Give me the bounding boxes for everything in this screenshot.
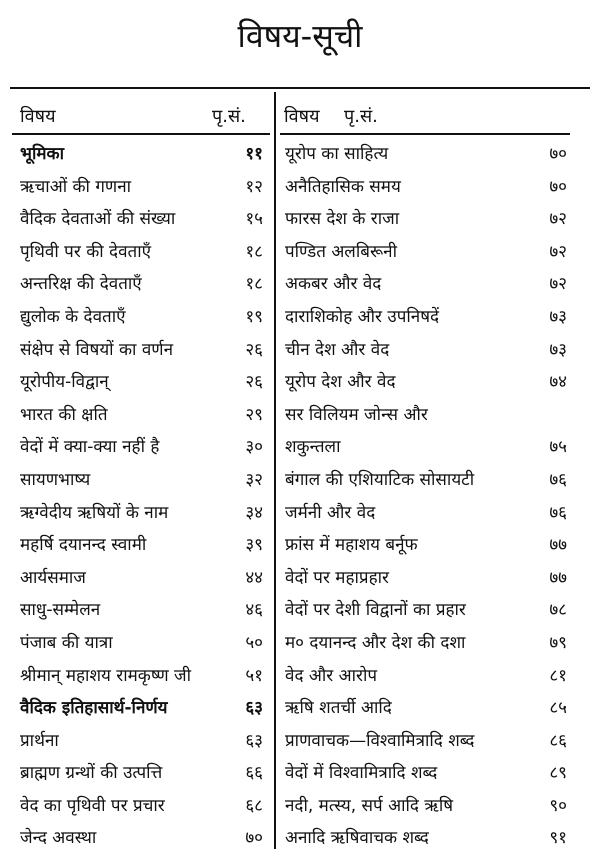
toc-entry-title: यूरोप का साहित्य — [285, 144, 389, 164]
toc-entry-page: ७० — [549, 176, 567, 197]
toc-entry-page: १९ — [245, 306, 263, 327]
toc-entry — [285, 268, 567, 301]
toc-entry-page: ६३ — [245, 730, 263, 751]
toc-entry-title: संक्षेप से विषयों का वर्णन — [20, 339, 174, 360]
toc-entry — [20, 822, 263, 855]
toc-entry-page: ३४ — [245, 502, 263, 523]
toc-entry-title: वेदों पर महाप्रहार — [285, 567, 389, 588]
toc-entry — [20, 203, 263, 236]
toc-entry-title: भारत की क्षति — [20, 404, 108, 425]
toc-entry-page: ६६ — [245, 763, 263, 784]
toc-entry-title: पंजाब की यात्रा — [20, 632, 113, 653]
page-title: विषय-सूची — [237, 17, 363, 55]
toc-entry-page: ७२ — [549, 241, 567, 262]
toc-entry-title: शकुन्तला — [285, 437, 341, 458]
toc-entry — [285, 431, 567, 464]
toc-entry-title: म० दयानन्द और देश की दशा — [285, 632, 466, 653]
toc-entry — [285, 627, 567, 660]
toc-entry-title: फ्रांस में महाशय बर्नूफ — [285, 535, 418, 556]
toc-entry — [20, 497, 263, 530]
toc-entry-title: सर विलियम जोन्स और — [285, 404, 428, 425]
toc-entry-page: २६ — [245, 339, 263, 360]
toc-entry — [285, 529, 567, 562]
toc-entry-page: २९ — [245, 404, 263, 425]
toc-entry — [285, 366, 567, 399]
toc-entry — [285, 757, 567, 790]
toc-entry — [20, 171, 263, 204]
toc-entry-page: ५० — [245, 632, 263, 653]
toc-entry-title: पण्डित अलबिरूनी — [285, 241, 397, 262]
toc-entry-title: यूरोप देश और वेद — [285, 372, 396, 393]
toc-entry-title: पृथिवी पर की देवताएँ — [20, 241, 152, 262]
toc-entry-page: ११ — [245, 144, 263, 164]
toc-entry — [285, 660, 567, 693]
toc-entry-title: वैदिक इतिहासार्थ-निर्णय — [20, 698, 168, 719]
toc-entry — [20, 268, 263, 301]
toc-entry-page: ४६ — [245, 600, 263, 621]
toc-entry-page: ७८ — [549, 600, 567, 621]
toc-entry-title: वेद और आरोप — [285, 665, 378, 686]
toc-entry-title: महर्षि दयानन्द स्वामी — [20, 535, 147, 556]
toc-entry-page: ९० — [549, 795, 567, 816]
toc-entry — [20, 464, 263, 497]
toc-entry-title: वेदों में विश्वामित्रादि शब्द — [285, 763, 438, 784]
toc-entry-title: अनादि ऋषिवाचक शब्द — [285, 828, 429, 849]
right-header-page: पृ.सं. — [344, 106, 378, 127]
toc-entry-page: ७७ — [549, 535, 567, 556]
toc-entry-page: ५१ — [245, 665, 263, 686]
toc-entry-page: ६३ — [245, 698, 263, 719]
toc-entry-title: ब्राह्मण ग्रन्थों की उत्पत्ति — [20, 763, 163, 784]
toc-entry — [20, 529, 263, 562]
toc-entry-title: यूरोपीय-विद्वान् — [20, 372, 109, 393]
right-header-subject: विषय — [284, 106, 320, 127]
toc-entry-title: ऋषि शतर्ची आदि — [285, 698, 392, 719]
toc-entry-page: ८६ — [549, 730, 567, 751]
toc-entry-page: ७९ — [549, 632, 567, 653]
left-header-subject: विषय — [20, 106, 56, 127]
toc-entry — [20, 660, 263, 693]
toc-entry — [20, 236, 263, 269]
toc-entry-page: ९१ — [549, 828, 567, 849]
toc-entry — [285, 236, 567, 269]
toc-entry-title: प्राणवाचक—विश्वामित्रादि शब्द — [285, 730, 475, 751]
toc-entry — [285, 171, 567, 204]
toc-entry — [285, 822, 567, 855]
toc-entry-title: जेन्द अवस्था — [20, 828, 97, 849]
toc-entry-title: वेद का पृथिवी पर प्रचार — [20, 795, 165, 816]
toc-entry — [285, 497, 567, 530]
toc-entry — [285, 692, 567, 725]
toc-entry-page: ८९ — [549, 763, 567, 784]
toc-entry — [20, 692, 263, 725]
toc-entry-title: वेदों में क्या-क्या नहीं है — [20, 437, 160, 458]
toc-entry-title: बंगाल की एशियाटिक सोसायटी — [285, 469, 475, 490]
toc-entry — [285, 334, 567, 367]
toc-entry-title: प्रार्थना — [20, 730, 59, 751]
toc-entry — [285, 399, 567, 432]
toc-entry-page: ३२ — [245, 469, 263, 490]
left-header-rule — [12, 133, 270, 135]
toc-entry-page: २६ — [245, 372, 263, 393]
toc-entry-title: भूमिका — [20, 144, 64, 164]
column-divider — [274, 92, 276, 849]
toc-entry-title: जर्मनी और वेद — [285, 502, 376, 523]
toc-entry-page: ४४ — [245, 567, 263, 588]
toc-entry — [20, 757, 263, 790]
toc-entry-title: नदी, मत्स्य, सर्प आदि ऋषि — [285, 795, 454, 816]
toc-entry-page: ७६ — [549, 469, 567, 490]
toc-entry-page: ८५ — [549, 698, 567, 719]
toc-entry — [285, 464, 567, 497]
toc-entry-title: द्युलोक के देवताएँ — [20, 306, 126, 327]
toc-entry-page: १२ — [245, 176, 263, 197]
toc-entry-page: १५ — [245, 209, 263, 230]
toc-entry — [20, 725, 263, 758]
toc-entry-page: ७३ — [549, 306, 567, 327]
left-toc-column — [20, 138, 263, 855]
toc-entry-title: आर्यसमाज — [20, 567, 86, 588]
toc-entry — [285, 594, 567, 627]
toc-entry-title: दाराशिकोह और उपनिषदें — [285, 306, 440, 327]
toc-entry-page: ७५ — [549, 437, 567, 458]
toc-entry-title: साधु-सम्मेलन — [20, 600, 101, 621]
toc-entry — [20, 366, 263, 399]
title-rule — [10, 87, 590, 89]
toc-entry-page: ३९ — [245, 535, 263, 556]
toc-entry — [20, 399, 263, 432]
toc-entry — [285, 138, 567, 171]
toc-entry-title: ऋग्वेदीय ऋषियों के नाम — [20, 502, 169, 523]
toc-entry — [285, 790, 567, 823]
toc-entry — [20, 594, 263, 627]
toc-entry-title: फारस देश के राजा — [285, 209, 400, 230]
toc-entry-title: श्रीमान् महाशय रामकृष्ण जी — [20, 665, 192, 686]
toc-entry — [285, 203, 567, 236]
toc-entry-page: १८ — [245, 274, 263, 295]
left-header-page: पृ.सं. — [212, 106, 246, 127]
toc-entry-title: अनैतिहासिक समय — [285, 176, 401, 197]
toc-entry — [20, 431, 263, 464]
toc-entry — [20, 334, 263, 367]
toc-entry — [20, 790, 263, 823]
toc-entry-page: १८ — [245, 241, 263, 262]
toc-entry — [20, 138, 263, 171]
toc-entry — [285, 301, 567, 334]
toc-entry — [20, 627, 263, 660]
right-header-rule — [280, 133, 570, 135]
toc-entry-title: वेदों पर देशी विद्वानों का प्रहार — [285, 600, 466, 621]
toc-entry-title: चीन देश और वेद — [285, 339, 390, 360]
toc-entry-page: ३० — [245, 437, 263, 458]
toc-entry-page: ७२ — [549, 274, 567, 295]
toc-entry-title: अन्तरिक्ष की देवताएँ — [20, 274, 142, 295]
toc-entry-page: ७४ — [549, 372, 567, 393]
toc-entry-page: ७२ — [549, 209, 567, 230]
toc-entry-title: सायणभाष्य — [20, 469, 91, 490]
toc-entry-page: ६८ — [245, 795, 263, 816]
toc-entry — [285, 725, 567, 758]
toc-entry-page: ७० — [549, 144, 567, 164]
toc-entry-page: ८१ — [549, 665, 567, 686]
toc-entry — [20, 301, 263, 334]
toc-entry-page: ७७ — [549, 567, 567, 588]
toc-entry-title: अकबर और वेद — [285, 274, 382, 295]
toc-entry-page: ७० — [245, 828, 263, 849]
toc-entry-page: ७३ — [549, 339, 567, 360]
toc-entry-title: ऋचाओं की गणना — [20, 176, 132, 197]
right-toc-column — [285, 138, 567, 855]
toc-entry — [285, 562, 567, 595]
toc-entry-title: वैदिक देवताओं की संख्या — [20, 209, 176, 230]
toc-entry-page: ७६ — [549, 502, 567, 523]
toc-entry — [20, 562, 263, 595]
